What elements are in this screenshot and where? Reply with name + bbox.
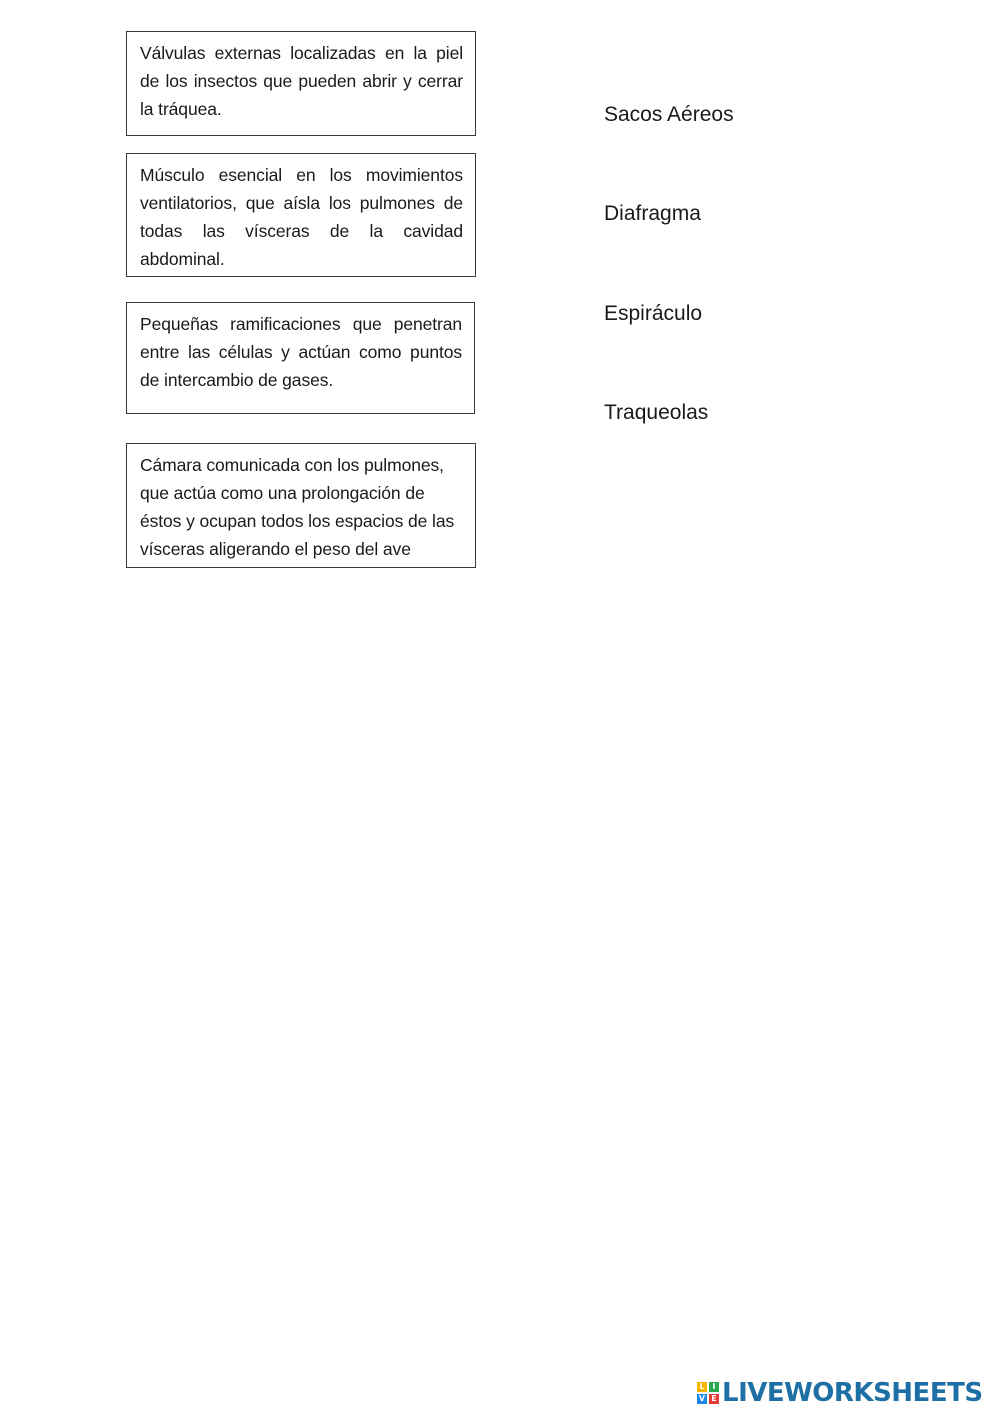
- term-sacos-aereos[interactable]: Sacos Aéreos: [604, 103, 734, 126]
- logo-mark-square: L: [697, 1382, 707, 1392]
- definition-box-4[interactable]: [126, 443, 476, 568]
- logo-text: LIVEWORKSHEETS: [722, 1378, 983, 1408]
- definition-text: Cámara comunicada con los pulmones, que actúa como una prolongación de éstos y ocupan todos los espacios de las vísceras aligerando el peso del ave: [140, 455, 455, 559]
- term-diafragma[interactable]: Diafragma: [604, 202, 701, 225]
- term-traqueolas[interactable]: Traqueolas: [604, 401, 709, 424]
- definition-box-3[interactable]: [126, 302, 475, 414]
- liveworksheets-logo: [697, 1378, 983, 1408]
- logo-mark-square: I: [709, 1382, 719, 1392]
- definition-text: Pequeñas ramificaciones que penetran entre las células y actúan como puntos de intercambio de gases.: [140, 314, 462, 390]
- logo-mark-square: E: [709, 1394, 719, 1404]
- definition-box-1[interactable]: [126, 31, 476, 136]
- definition-box-2[interactable]: [126, 153, 476, 277]
- term-espiraculo[interactable]: Espiráculo: [604, 302, 703, 325]
- logo-mark-icon: [697, 1382, 719, 1404]
- definition-text: Válvulas externas localizadas en la piel de los insectos que pueden abrir y cerrar la tráquea.: [140, 43, 463, 119]
- logo-mark-square: V: [698, 1394, 706, 1403]
- definition-text: Músculo esencial en los movimientos ventilatorios, que aísla los pulmones de todas las vísceras de la cavidad abdominal.: [140, 165, 463, 269]
